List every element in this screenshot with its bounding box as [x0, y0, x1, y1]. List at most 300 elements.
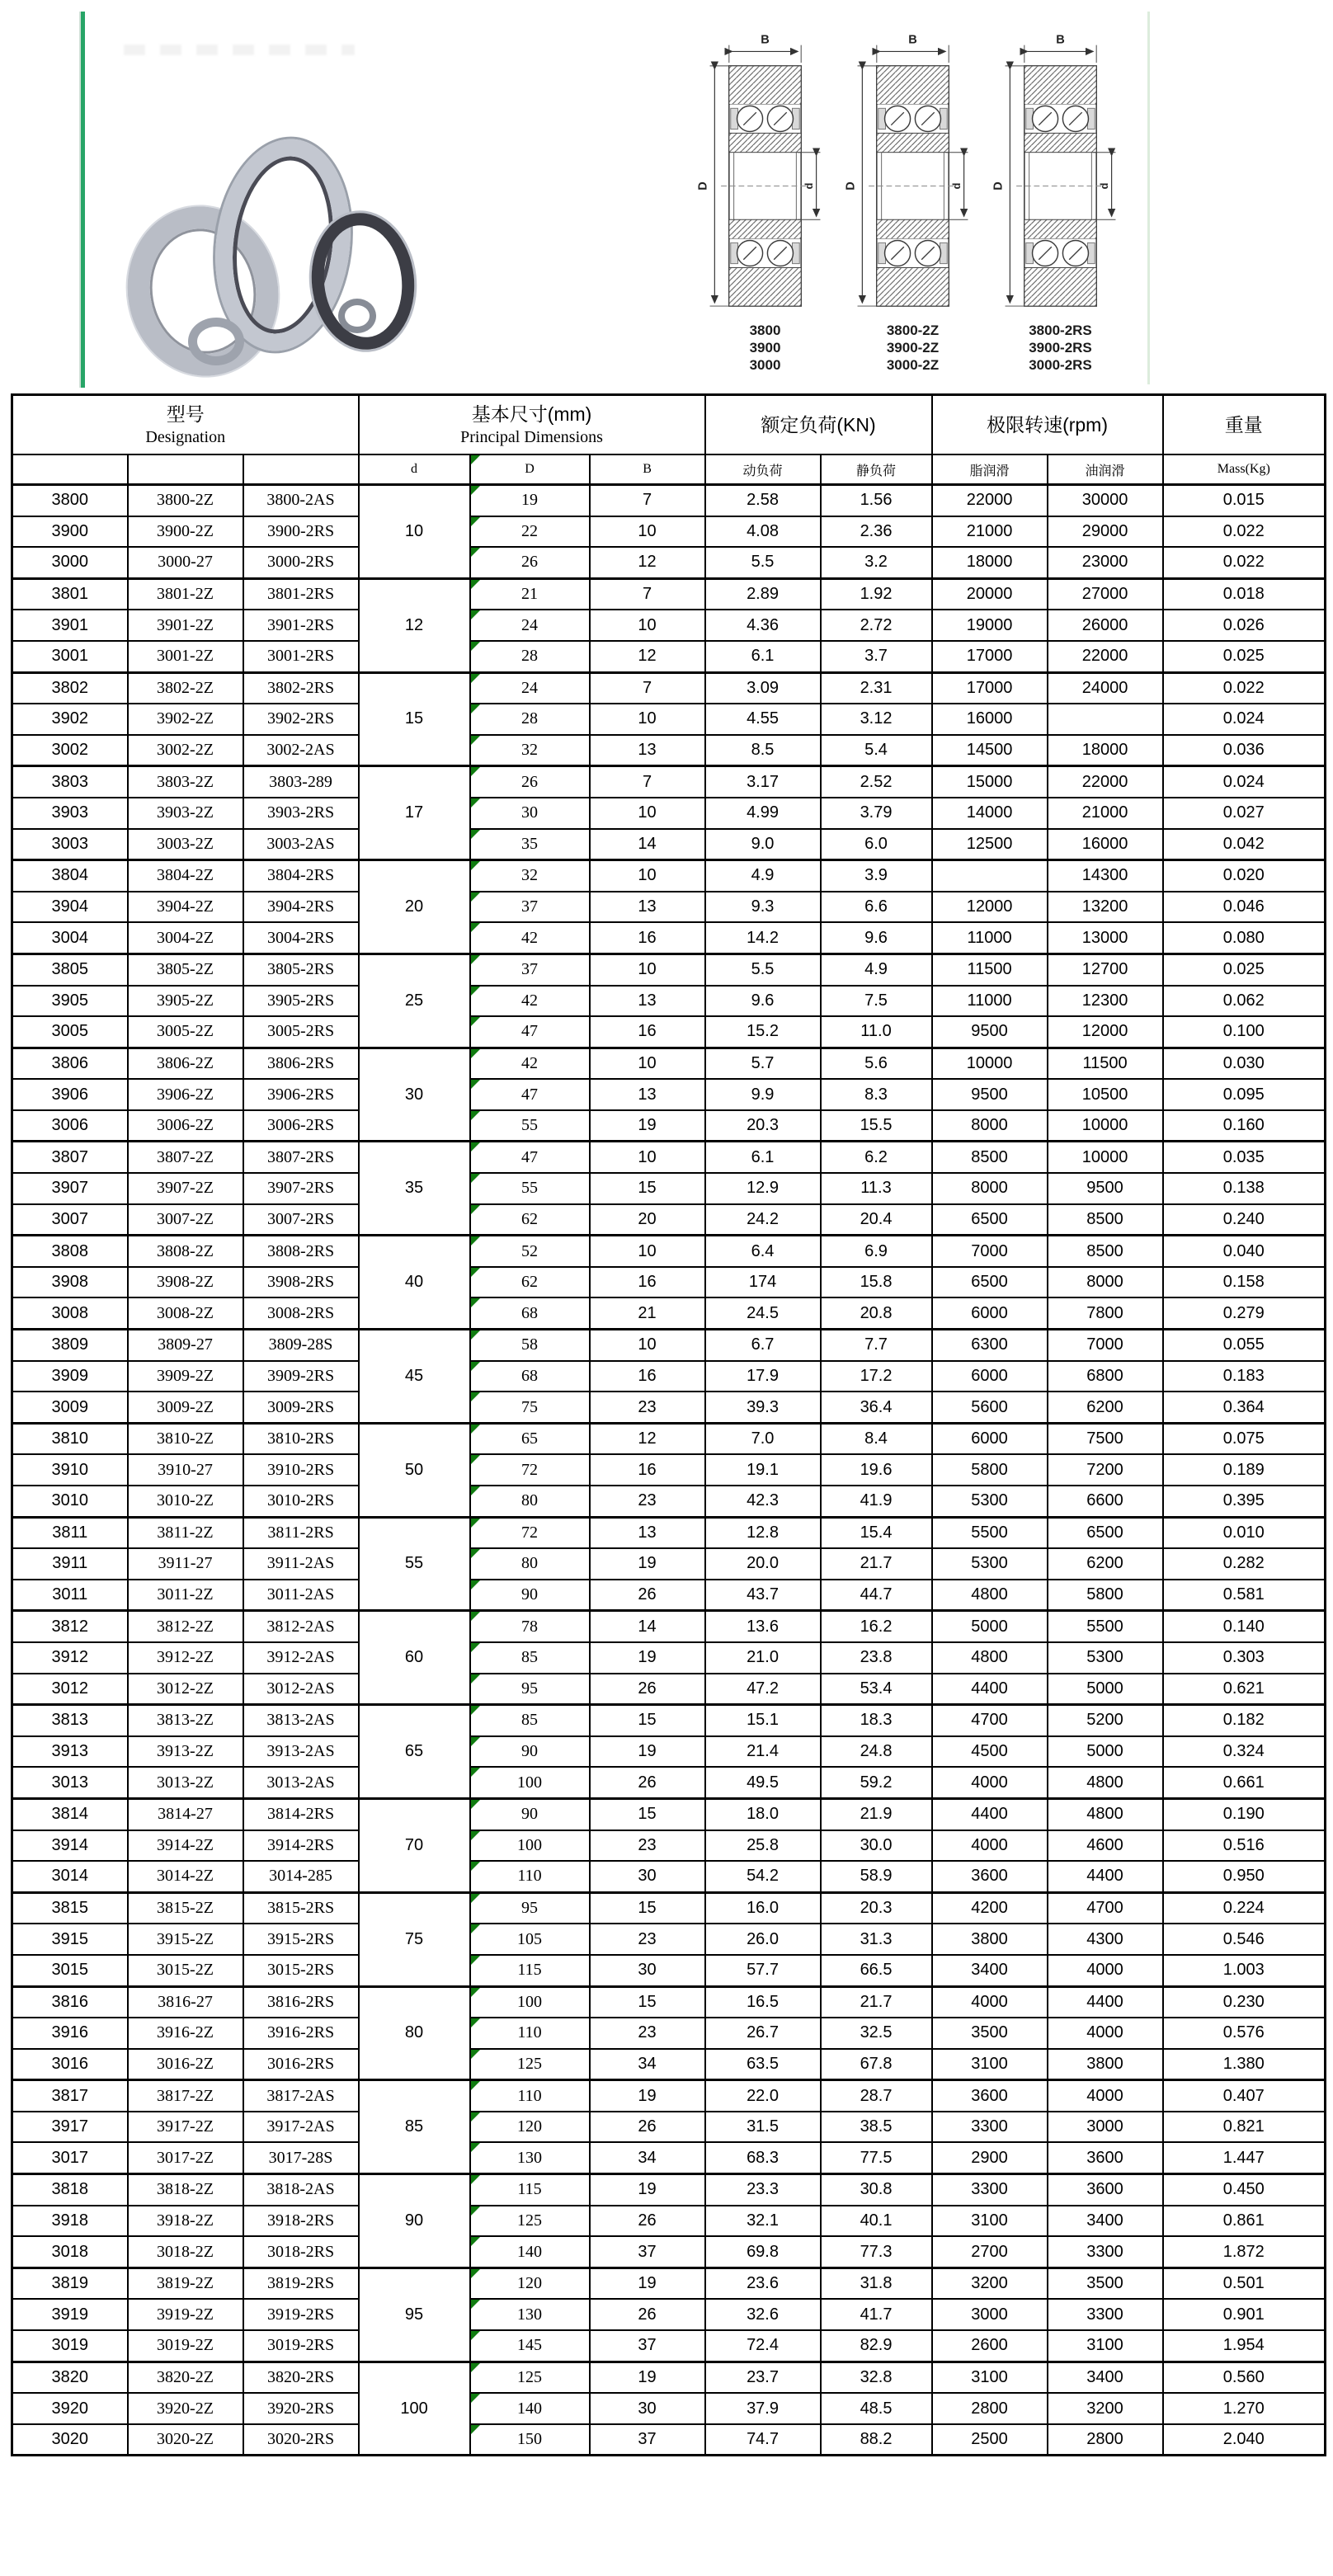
cell-designation-2rs: 3817-2AS — [243, 2080, 359, 2112]
cell-width: 23 — [590, 1830, 705, 1862]
cell-dynamic-load: 5.5 — [705, 954, 821, 985]
cell-dynamic-load: 16.5 — [705, 1986, 821, 2018]
table-row — [12, 2393, 1326, 2424]
cell-designation-2rs: 3018-2RS — [243, 2236, 359, 2268]
cell-dynamic-load: 4.55 — [705, 704, 821, 735]
table-row — [12, 1611, 1326, 1642]
cell-mass: 0.183 — [1163, 1361, 1326, 1392]
cell-outer-diameter: 85 — [470, 1642, 590, 1674]
cell-designation-2z: 3902-2Z — [128, 704, 243, 735]
cell-bore-diameter: 55 — [359, 1517, 470, 1611]
cell-dynamic-load: 21.0 — [705, 1642, 821, 1674]
cell-static-load: 58.9 — [821, 1861, 932, 1892]
cell-static-load: 9.6 — [821, 922, 932, 954]
cell-oil-speed: 4000 — [1048, 1955, 1163, 1986]
cell-dynamic-load: 4.36 — [705, 610, 821, 641]
bearing-photo — [91, 74, 685, 388]
cell-designation-2rs: 3005-2RS — [243, 1016, 359, 1048]
cell-grease-speed: 9500 — [932, 1079, 1048, 1110]
cell-outer-diameter: 110 — [470, 2080, 590, 2112]
dim-label-D: D — [697, 181, 710, 191]
cell-outer-diameter: 125 — [470, 2049, 590, 2080]
cell-designation-2rs: 3911-2AS — [243, 1548, 359, 1580]
dim-label-d: d — [803, 182, 815, 190]
cell-mass: 0.158 — [1163, 1267, 1326, 1298]
cell-dynamic-load: 17.9 — [705, 1361, 821, 1392]
cell-oil-speed: 10000 — [1048, 1142, 1163, 1173]
cell-designation-2rs: 3012-2AS — [243, 1674, 359, 1705]
cell-mass: 0.501 — [1163, 2268, 1326, 2299]
cell-dynamic-load: 3.09 — [705, 672, 821, 704]
table-row — [12, 610, 1326, 641]
cell-static-load: 3.9 — [821, 860, 932, 892]
cell-designation-2rs: 3800-2AS — [243, 485, 359, 516]
cell-static-load: 67.8 — [821, 2049, 932, 2080]
cell-designation-2rs: 3902-2RS — [243, 704, 359, 735]
cell-designation-2z: 3008-2Z — [128, 1297, 243, 1329]
cell-designation-2z: 3803-2Z — [128, 766, 243, 798]
top-section — [0, 0, 1333, 391]
cell-mass: 0.160 — [1163, 1110, 1326, 1142]
cell-dynamic-load: 22.0 — [705, 2080, 821, 2112]
cell-outer-diameter: 110 — [470, 1861, 590, 1892]
cell-bore-diameter: 90 — [359, 2174, 470, 2268]
cell-static-load: 59.2 — [821, 1767, 932, 1798]
cell-mass: 0.581 — [1163, 1580, 1326, 1611]
table-row — [12, 641, 1326, 672]
cell-designation-open: 3917 — [12, 2112, 128, 2143]
table-row — [12, 1048, 1326, 1079]
diagram-label: 3000-2Z — [886, 357, 940, 373]
cell-static-load: 2.31 — [821, 672, 932, 704]
cell-designation-2z: 3007-2Z — [128, 1204, 243, 1236]
cell-dynamic-load: 31.5 — [705, 2112, 821, 2143]
cell-grease-speed: 19000 — [932, 610, 1048, 641]
cell-designation-open: 3020 — [12, 2424, 128, 2456]
cell-designation-2z: 3910-27 — [128, 1454, 243, 1486]
cell-oil-speed: 11500 — [1048, 1048, 1163, 1079]
cell-oil-speed: 3600 — [1048, 2174, 1163, 2206]
cell-designation-2z: 3919-2Z — [128, 2299, 243, 2330]
diagram-label: 3900 — [749, 340, 781, 356]
subheader-B: B — [590, 454, 705, 485]
cell-designation-2rs: 3906-2RS — [243, 1079, 359, 1110]
cell-oil-speed: 7200 — [1048, 1454, 1163, 1486]
cell-grease-speed: 14500 — [932, 735, 1048, 766]
cell-mass: 0.240 — [1163, 1204, 1326, 1236]
cell-static-load: 77.5 — [821, 2142, 932, 2173]
cell-width: 12 — [590, 547, 705, 578]
cell-designation-2z: 3810-2Z — [128, 1423, 243, 1454]
cell-static-load: 77.3 — [821, 2236, 932, 2268]
cell-designation-2z: 3015-2Z — [128, 1955, 243, 1986]
cell-grease-speed: 17000 — [932, 672, 1048, 704]
cell-oil-speed: 3500 — [1048, 2268, 1163, 2299]
cell-designation-open: 3913 — [12, 1736, 128, 1768]
cell-designation-2z: 3801-2Z — [128, 578, 243, 610]
cell-bore-diameter: 80 — [359, 1986, 470, 2080]
cell-outer-diameter: 68 — [470, 1361, 590, 1392]
cell-designation-2rs: 3908-2RS — [243, 1267, 359, 1298]
cell-dynamic-load: 5.7 — [705, 1048, 821, 1079]
cell-mass: 1.380 — [1163, 2049, 1326, 2080]
cell-outer-diameter: 130 — [470, 2142, 590, 2173]
cell-static-load: 20.4 — [821, 1204, 932, 1236]
green-accent-line — [79, 12, 85, 388]
cell-designation-open: 3004 — [12, 922, 128, 954]
cell-designation-2z: 3016-2Z — [128, 2049, 243, 2080]
cell-outer-diameter: 72 — [470, 1517, 590, 1548]
cell-designation-2rs: 3819-2RS — [243, 2268, 359, 2299]
cell-oil-speed: 3600 — [1048, 2142, 1163, 2173]
table-row — [12, 1173, 1326, 1204]
cell-designation-2rs: 3816-2RS — [243, 1986, 359, 2018]
cell-designation-2z: 3804-2Z — [128, 860, 243, 892]
cell-width: 30 — [590, 2393, 705, 2424]
table-row — [12, 1986, 1326, 2018]
cell-designation-2z: 3808-2Z — [128, 1236, 243, 1267]
cell-designation-open: 3900 — [12, 516, 128, 548]
cell-width: 30 — [590, 1861, 705, 1892]
cell-designation-open: 3816 — [12, 1986, 128, 2018]
cell-mass: 1.954 — [1163, 2330, 1326, 2362]
cell-designation-2z: 3907-2Z — [128, 1173, 243, 1204]
cell-mass: 0.024 — [1163, 704, 1326, 735]
dim-label-B: B — [761, 33, 770, 47]
cell-designation-2z: 3009-2Z — [128, 1392, 243, 1423]
cell-mass: 1.447 — [1163, 2142, 1326, 2173]
cell-mass: 0.303 — [1163, 1642, 1326, 1674]
cell-oil-speed: 4800 — [1048, 1767, 1163, 1798]
cell-designation-open: 3903 — [12, 798, 128, 829]
cell-designation-open: 3806 — [12, 1048, 128, 1079]
cell-oil-speed: 3000 — [1048, 2112, 1163, 2143]
dim-label-B: B — [1056, 33, 1065, 47]
cell-static-load: 17.2 — [821, 1361, 932, 1392]
cell-designation-open: 3817 — [12, 2080, 128, 2112]
cell-designation-2z: 3800-2Z — [128, 485, 243, 516]
cell-width: 21 — [590, 1297, 705, 1329]
cell-grease-speed: 8000 — [932, 1173, 1048, 1204]
cell-static-load: 6.2 — [821, 1142, 932, 1173]
cell-outer-diameter: 145 — [470, 2330, 590, 2362]
cell-dynamic-load: 15.1 — [705, 1705, 821, 1736]
diagram-2z-type — [845, 23, 981, 374]
cell-oil-speed: 12700 — [1048, 954, 1163, 985]
cell-dynamic-load: 6.4 — [705, 1236, 821, 1267]
cell-width: 16 — [590, 922, 705, 954]
table-row — [12, 1361, 1326, 1392]
cell-designation-2rs: 3019-2RS — [243, 2330, 359, 2362]
cell-oil-speed: 23000 — [1048, 547, 1163, 578]
cell-width: 13 — [590, 1079, 705, 1110]
cell-grease-speed: 4800 — [932, 1642, 1048, 1674]
cell-width: 16 — [590, 1267, 705, 1298]
cell-grease-speed: 3100 — [932, 2362, 1048, 2393]
cell-designation-open: 3818 — [12, 2174, 128, 2206]
table-row — [12, 1798, 1326, 1830]
cell-designation-open: 3916 — [12, 2018, 128, 2049]
cell-designation-open: 3005 — [12, 1016, 128, 1048]
cell-designation-2z: 3911-27 — [128, 1548, 243, 1580]
cell-designation-2z: 3900-2Z — [128, 516, 243, 548]
cell-static-load: 11.0 — [821, 1016, 932, 1048]
cell-width: 13 — [590, 986, 705, 1017]
cell-designation-2rs: 3009-2RS — [243, 1392, 359, 1423]
table-row — [12, 1736, 1326, 1768]
cell-designation-open: 3010 — [12, 1486, 128, 1517]
cell-static-load: 41.9 — [821, 1486, 932, 1517]
cell-grease-speed: 5500 — [932, 1517, 1048, 1548]
cell-static-load: 7.7 — [821, 1330, 932, 1361]
cell-grease-speed: 5800 — [932, 1454, 1048, 1486]
cell-oil-speed: 13000 — [1048, 922, 1163, 954]
cell-width: 19 — [590, 1736, 705, 1768]
cell-width: 10 — [590, 954, 705, 985]
cell-oil-speed: 4600 — [1048, 1830, 1163, 1862]
cell-dynamic-load: 20.0 — [705, 1548, 821, 1580]
cell-grease-speed: 3100 — [932, 2049, 1048, 2080]
cell-mass: 0.075 — [1163, 1423, 1326, 1454]
cell-oil-speed: 10000 — [1048, 1110, 1163, 1142]
cell-grease-speed: 3800 — [932, 1924, 1048, 1955]
cell-designation-2rs: 3901-2RS — [243, 610, 359, 641]
cell-designation-2z: 3819-2Z — [128, 2268, 243, 2299]
cell-dynamic-load: 74.7 — [705, 2424, 821, 2456]
cell-static-load: 15.4 — [821, 1517, 932, 1548]
cell-dynamic-load: 20.3 — [705, 1110, 821, 1142]
cell-static-load: 7.5 — [821, 986, 932, 1017]
cell-grease-speed: 3400 — [932, 1955, 1048, 1986]
cell-grease-speed: 4500 — [932, 1736, 1048, 1768]
cell-mass: 0.182 — [1163, 1705, 1326, 1736]
cell-outer-diameter: 32 — [470, 860, 590, 892]
cell-outer-diameter: 140 — [470, 2393, 590, 2424]
cell-width: 23 — [590, 1486, 705, 1517]
cell-outer-diameter: 100 — [470, 1986, 590, 2018]
cell-grease-speed: 3600 — [932, 2080, 1048, 2112]
cell-dynamic-load: 18.0 — [705, 1798, 821, 1830]
cell-width: 10 — [590, 798, 705, 829]
cell-designation-2z: 3018-2Z — [128, 2236, 243, 2268]
cell-designation-2rs: 3809-28S — [243, 1330, 359, 1361]
dim-label-B: B — [908, 33, 917, 47]
cell-grease-speed: 3500 — [932, 2018, 1048, 2049]
cell-static-load: 1.92 — [821, 578, 932, 610]
faint-watermark — [124, 45, 355, 55]
table-row — [12, 1236, 1326, 1267]
cell-mass: 0.821 — [1163, 2112, 1326, 2143]
table-row — [12, 1297, 1326, 1329]
cell-designation-open: 3810 — [12, 1423, 128, 1454]
table-row — [12, 2424, 1326, 2456]
cell-outer-diameter: 47 — [470, 1016, 590, 1048]
cell-dynamic-load: 12.9 — [705, 1173, 821, 1204]
cell-dynamic-load: 47.2 — [705, 1674, 821, 1705]
table-row — [12, 922, 1326, 954]
cell-width: 10 — [590, 1330, 705, 1361]
subheader-static-load: 静负荷 — [821, 454, 932, 485]
cell-grease-speed: 5000 — [932, 1611, 1048, 1642]
cell-oil-speed: 4400 — [1048, 1986, 1163, 2018]
cell-designation-2rs: 3909-2RS — [243, 1361, 359, 1392]
cell-dynamic-load: 32.1 — [705, 2206, 821, 2237]
cell-outer-diameter: 55 — [470, 1110, 590, 1142]
table-row — [12, 1330, 1326, 1361]
subheader-empty — [12, 454, 128, 485]
table-row — [12, 1767, 1326, 1798]
cell-designation-2rs: 3801-2RS — [243, 578, 359, 610]
diagram-label: 3000 — [749, 357, 781, 373]
cell-oil-speed: 5300 — [1048, 1642, 1163, 1674]
cell-designation-2rs: 3000-2RS — [243, 547, 359, 578]
cell-designation-open: 3908 — [12, 1267, 128, 1298]
cell-designation-open: 3019 — [12, 2330, 128, 2362]
dim-label-D: D — [992, 181, 1006, 191]
cell-dynamic-load: 21.4 — [705, 1736, 821, 1768]
table-row — [12, 1861, 1326, 1892]
cell-dynamic-load: 23.6 — [705, 2268, 821, 2299]
cell-grease-speed: 3100 — [932, 2206, 1048, 2237]
cell-dynamic-load: 6.7 — [705, 1330, 821, 1361]
diagram-2rs-type — [992, 23, 1128, 374]
cell-grease-speed: 21000 — [932, 516, 1048, 548]
cell-designation-2rs: 3017-28S — [243, 2142, 359, 2173]
cell-dynamic-load: 26.0 — [705, 1924, 821, 1955]
cell-width: 23 — [590, 1392, 705, 1423]
table-row — [12, 1204, 1326, 1236]
cell-designation-2rs: 3818-2AS — [243, 2174, 359, 2206]
cell-dynamic-load: 4.08 — [705, 516, 821, 548]
cell-dynamic-load: 37.9 — [705, 2393, 821, 2424]
cell-outer-diameter: 125 — [470, 2362, 590, 2393]
cell-width: 13 — [590, 735, 705, 766]
cell-mass: 0.546 — [1163, 1924, 1326, 1955]
cell-outer-diameter: 72 — [470, 1454, 590, 1486]
cell-outer-diameter: 30 — [470, 798, 590, 829]
cell-outer-diameter: 62 — [470, 1204, 590, 1236]
subheader-d: d — [359, 454, 470, 485]
table-row — [12, 860, 1326, 892]
cell-bore-diameter: 50 — [359, 1423, 470, 1517]
cell-designation-open: 3809 — [12, 1330, 128, 1361]
cell-designation-open: 3012 — [12, 1674, 128, 1705]
table-row — [12, 2362, 1326, 2393]
header-dimensions-zh: 基本尺寸(mm) — [471, 403, 592, 425]
cell-dynamic-load: 49.5 — [705, 1767, 821, 1798]
cell-grease-speed: 2600 — [932, 2330, 1048, 2362]
cell-width: 26 — [590, 2299, 705, 2330]
dim-label-d: d — [950, 182, 963, 190]
cell-designation-2z: 3918-2Z — [128, 2206, 243, 2237]
cell-width: 26 — [590, 1767, 705, 1798]
cell-designation-open: 3803 — [12, 766, 128, 798]
diagram-open-type — [697, 23, 833, 374]
cell-static-load: 31.3 — [821, 1924, 932, 1955]
cell-outer-diameter: 75 — [470, 1392, 590, 1423]
cell-dynamic-load: 4.9 — [705, 860, 821, 892]
cell-static-load: 82.9 — [821, 2330, 932, 2362]
cell-outer-diameter: 47 — [470, 1079, 590, 1110]
cell-oil-speed: 22000 — [1048, 766, 1163, 798]
cell-oil-speed: 7800 — [1048, 1297, 1163, 1329]
cell-designation-open: 3003 — [12, 829, 128, 860]
cell-dynamic-load: 57.7 — [705, 1955, 821, 1986]
cell-mass: 0.189 — [1163, 1454, 1326, 1486]
cell-width: 16 — [590, 1361, 705, 1392]
cell-designation-2rs: 3006-2RS — [243, 1110, 359, 1142]
cell-grease-speed: 2800 — [932, 2393, 1048, 2424]
cell-designation-2rs: 3805-2RS — [243, 954, 359, 985]
cell-width: 7 — [590, 485, 705, 516]
cell-designation-2z: 3004-2Z — [128, 922, 243, 954]
cell-static-load: 19.6 — [821, 1454, 932, 1486]
header-designation — [12, 395, 359, 455]
table-row — [12, 954, 1326, 985]
subheader-oil-lube: 油润滑 — [1048, 454, 1163, 485]
cell-designation-2rs: 3811-2RS — [243, 1517, 359, 1548]
cell-width: 10 — [590, 610, 705, 641]
table-row — [12, 2080, 1326, 2112]
cell-width: 12 — [590, 1423, 705, 1454]
cell-width: 26 — [590, 1580, 705, 1611]
cell-designation-open: 3815 — [12, 1892, 128, 1924]
cell-oil-speed: 21000 — [1048, 798, 1163, 829]
cell-oil-speed: 5000 — [1048, 1736, 1163, 1768]
subheader-D: D — [470, 454, 590, 485]
cell-outer-diameter: 47 — [470, 1142, 590, 1173]
cell-designation-open: 3906 — [12, 1079, 128, 1110]
cell-outer-diameter: 90 — [470, 1798, 590, 1830]
cell-mass: 0.027 — [1163, 798, 1326, 829]
cell-dynamic-load: 2.89 — [705, 578, 821, 610]
cell-designation-2z: 3802-2Z — [128, 672, 243, 704]
cell-grease-speed: 6000 — [932, 1423, 1048, 1454]
cell-designation-2z: 3816-27 — [128, 1986, 243, 2018]
cell-width: 37 — [590, 2424, 705, 2456]
cell-oil-speed: 22000 — [1048, 641, 1163, 672]
table-row — [12, 1486, 1326, 1517]
cell-designation-open: 3018 — [12, 2236, 128, 2268]
cell-designation-2rs: 3810-2RS — [243, 1423, 359, 1454]
cell-designation-2z: 3815-2Z — [128, 1892, 243, 1924]
cell-mass: 1.270 — [1163, 2393, 1326, 2424]
cell-outer-diameter: 28 — [470, 704, 590, 735]
cell-designation-open: 3915 — [12, 1924, 128, 1955]
cell-width: 12 — [590, 641, 705, 672]
cell-designation-2rs: 3011-2AS — [243, 1580, 359, 1611]
cell-outer-diameter: 120 — [470, 2112, 590, 2143]
cell-mass: 0.621 — [1163, 1674, 1326, 1705]
cell-outer-diameter: 80 — [470, 1548, 590, 1580]
cell-designation-2z: 3812-2Z — [128, 1611, 243, 1642]
cell-designation-open: 3909 — [12, 1361, 128, 1392]
cell-dynamic-load: 6.1 — [705, 641, 821, 672]
cell-designation-2z: 3912-2Z — [128, 1642, 243, 1674]
cell-width: 15 — [590, 1986, 705, 2018]
cell-width: 10 — [590, 860, 705, 892]
cell-static-load: 30.8 — [821, 2174, 932, 2206]
cell-mass: 0.026 — [1163, 610, 1326, 641]
cell-designation-2rs: 3008-2RS — [243, 1297, 359, 1329]
cell-designation-2rs: 3910-2RS — [243, 1454, 359, 1486]
cell-outer-diameter: 42 — [470, 1048, 590, 1079]
cell-designation-2z: 3906-2Z — [128, 1079, 243, 1110]
cell-dynamic-load: 9.0 — [705, 829, 821, 860]
cell-width: 15 — [590, 1705, 705, 1736]
cell-designation-2rs: 3903-2RS — [243, 798, 359, 829]
cell-mass: 0.395 — [1163, 1486, 1326, 1517]
